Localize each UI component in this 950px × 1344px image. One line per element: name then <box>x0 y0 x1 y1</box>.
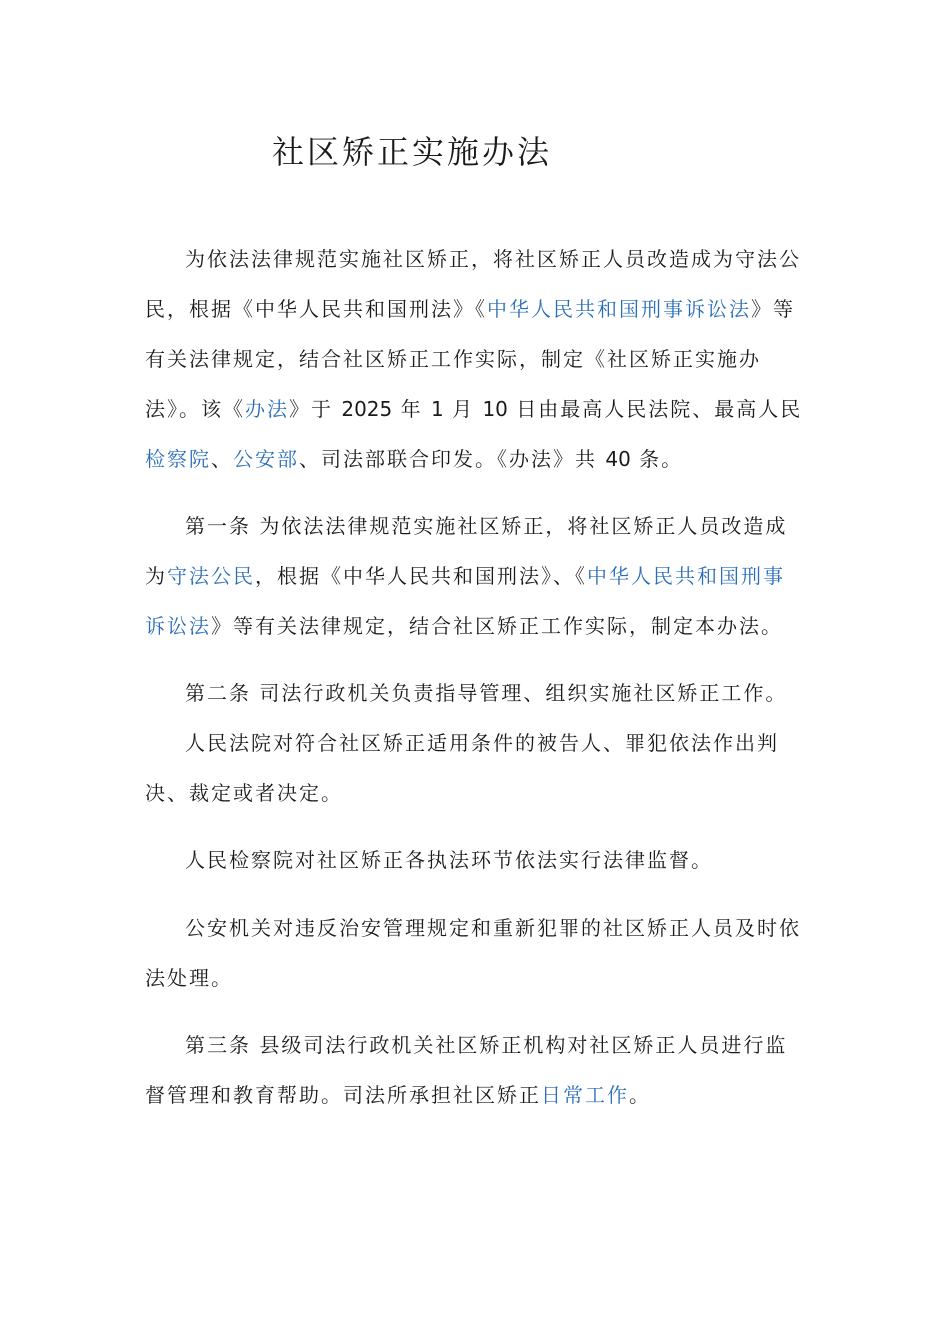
article-1-paragraph <box>145 501 805 651</box>
link-measures[interactable]: 办法 <box>245 397 289 421</box>
article-3-text-1: 第三条 县级司法行政机关社区矫正机构对社区矫正人员进行监督管理和教育帮助。司法所承担社区矫正 <box>145 1033 788 1107</box>
article-2-paragraph-2: 人民法院对符合社区矫正适用条件的被告人、罪犯依法作出判决、裁定或者决定。 <box>145 731 779 805</box>
intro-month: 1 <box>430 397 444 421</box>
article-2-paragraph-3: 人民检察院对社区矫正各执法环节依法实行法律监督。 <box>185 848 713 872</box>
intro-text-6: 日由最高人民法院、最高人民 <box>516 397 803 421</box>
document-title: 社区矫正实施办法 <box>272 133 553 171</box>
intro-text-7: 、 <box>211 447 233 471</box>
intro-text-2: 》等有关法律规定，结合社区矫正工作实际，制定《社区矫正实施办法》。该《 <box>145 297 795 421</box>
link-criminal-procedure-law[interactable]: 中华人民共和国刑事诉讼法 <box>487 297 751 321</box>
intro-day: 10 <box>482 397 508 421</box>
link-law-abiding-citizen[interactable]: 守法公民 <box>167 564 255 588</box>
intro-text-8: 、司法部联合印发。《办法》共 <box>299 447 597 471</box>
intro-article-count: 40 <box>605 447 631 471</box>
intro-text-4: 年 <box>400 397 423 421</box>
article-2-paragraph-4: 公安机关对违反治安管理规定和重新犯罪的社区矫正人员及时依法处理。 <box>145 916 801 990</box>
article-1-text-1: 第一条 为依法法律规范实施社区矫正，将社区矫正人员改造成为 <box>145 514 788 588</box>
intro-text-9: 条。 <box>639 447 684 471</box>
article-2-paragraph-1: 第二条 司法行政机关负责指导管理、组织实施社区矫正工作。 <box>185 681 788 705</box>
link-ministry-public-security[interactable]: 公安部 <box>233 447 299 471</box>
link-daily-work[interactable]: 日常工作 <box>541 1083 629 1107</box>
article-3-text-2: 。 <box>629 1083 651 1107</box>
link-procuratorate[interactable]: 检察院 <box>145 447 211 471</box>
intro-text-3: 》于 <box>289 397 333 421</box>
intro-text-1: 为依法法律规范实施社区矫正，将社区矫正人员改造成为守法公民，根据《中华人民共和国刑法》《 <box>145 247 801 321</box>
link-criminal-procedure-law-2[interactable]: 中华人民共和国刑事诉讼法 <box>145 564 785 638</box>
article-3-paragraph <box>145 1020 805 1120</box>
article-1-text-2: ，根据《中华人民共和国刑法》、《 <box>255 564 587 588</box>
article-1-text-3: 》等有关法律规定，结合社区矫正工作实际，制定本办法。 <box>211 614 783 638</box>
intro-text-5: 月 <box>452 397 475 421</box>
intro-year: 2025 <box>341 397 393 421</box>
intro-paragraph <box>145 234 805 484</box>
